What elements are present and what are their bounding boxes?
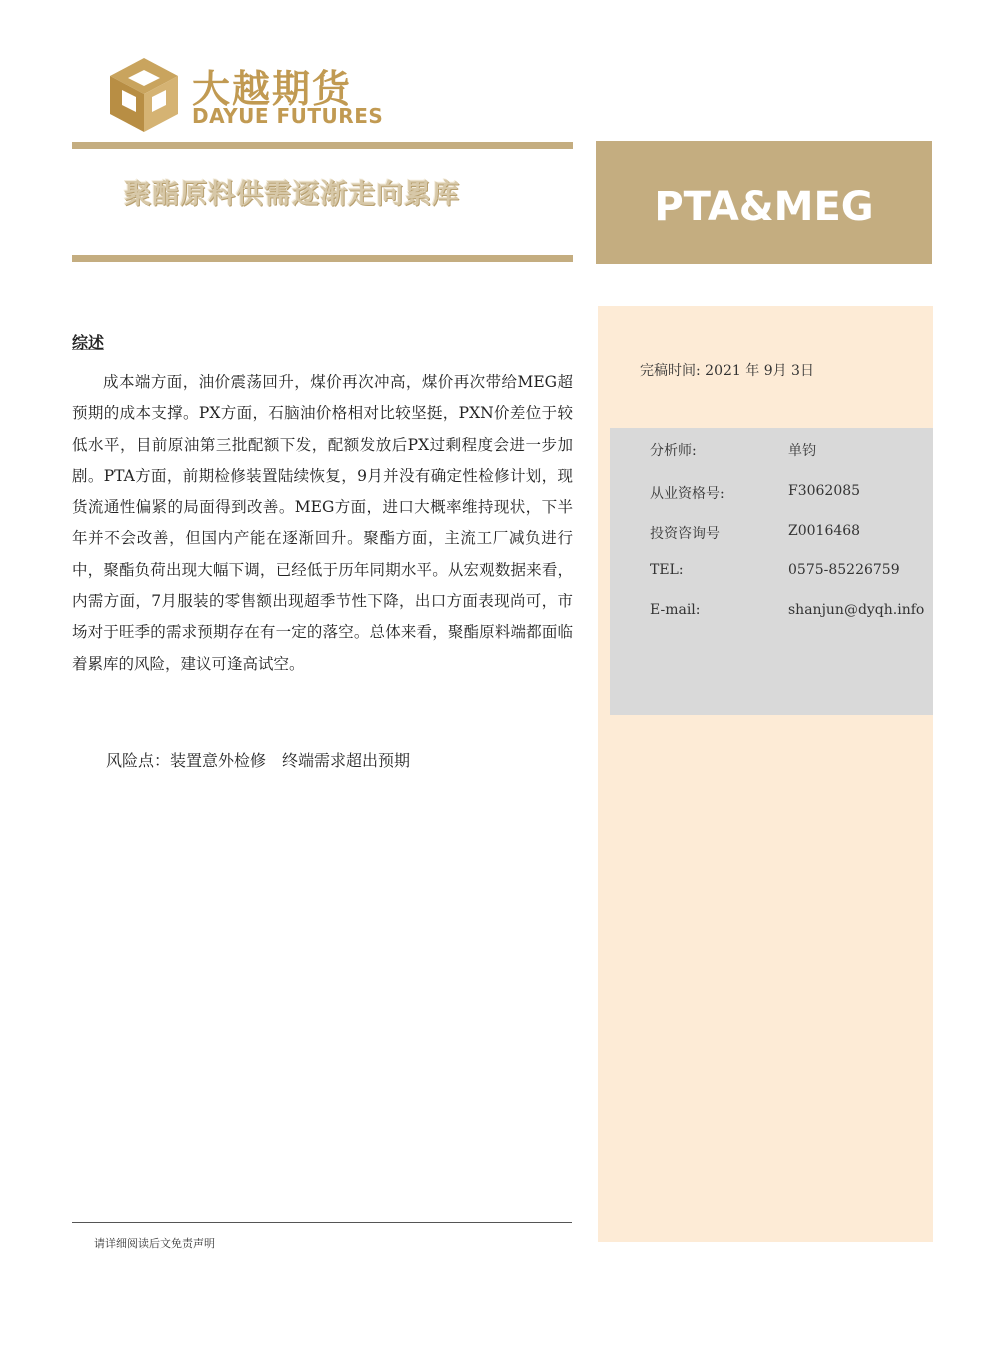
disclaimer-note: 请详细阅读后文免责声明 (94, 1237, 215, 1250)
completion-date: 完稿时间: 2021 年 9月 3日 (640, 363, 814, 379)
company-logo (108, 56, 384, 136)
email-value[interactable]: shanjun@dyqh.info (788, 602, 925, 618)
summary-heading: 综述 (72, 333, 105, 352)
logo-cube-icon (108, 56, 180, 134)
analyst-label: 分析师: (650, 443, 697, 459)
tel-label: TEL: (650, 562, 684, 578)
product-tag: PTA&MEG (654, 183, 874, 230)
email-label: E-mail: (650, 602, 701, 618)
risk-points: 风险点：装置意外检修 终端需求超出预期 (106, 751, 411, 770)
consulting-label: 投资咨询号 (650, 526, 720, 542)
logo-chinese-name: 大越期货 (192, 67, 353, 111)
title-top-rule (72, 142, 573, 149)
product-tag-box (596, 141, 932, 264)
analyst-name: 单钧 (788, 443, 816, 459)
qualification-label: 从业资格号: (650, 486, 725, 502)
logo-english-name: DAYUE FUTURES (192, 104, 384, 128)
summary-paragraph: 成本端方面，油价震荡回升，煤价再次冲高，煤价再次带给MEG超预期的成本支撑。PX方面，石脑油价格相对比较坚挺，PXN价差位于较低水平，目前原油第三批配额下发，配额发放后PX过剩程度会进一步加剧。PTA方面，前期检修装置陆续恢复，9月并没有确定性检修计划，现货流通性偏紧的局面得到改善。MEG方面，进口大概率维持现状，下半年并不会改善，但国内产能在逐渐回升。聚酯方面，主流工厂减负进行中，聚酯负荷出现大幅下调，已经低于历年同期水平。从宏观数据来看，内需方面，7月服装的零售额出现超季节性下降，出口方面表现尚可，市场对于旺季的需求预期存在有一定的落空。总体来看，聚酯原料端都面临着累库的风险，建议可逢高试空。 (72, 373, 573, 673)
footer-rule (72, 1222, 572, 1223)
title-bottom-rule (72, 255, 573, 262)
consulting-number: Z0016468 (788, 523, 861, 539)
qualification-number: F3062085 (788, 483, 861, 499)
report-title: 聚酯原料供需逐渐走向累库 (124, 179, 460, 210)
tel-value: 0575-85226759 (788, 562, 900, 578)
